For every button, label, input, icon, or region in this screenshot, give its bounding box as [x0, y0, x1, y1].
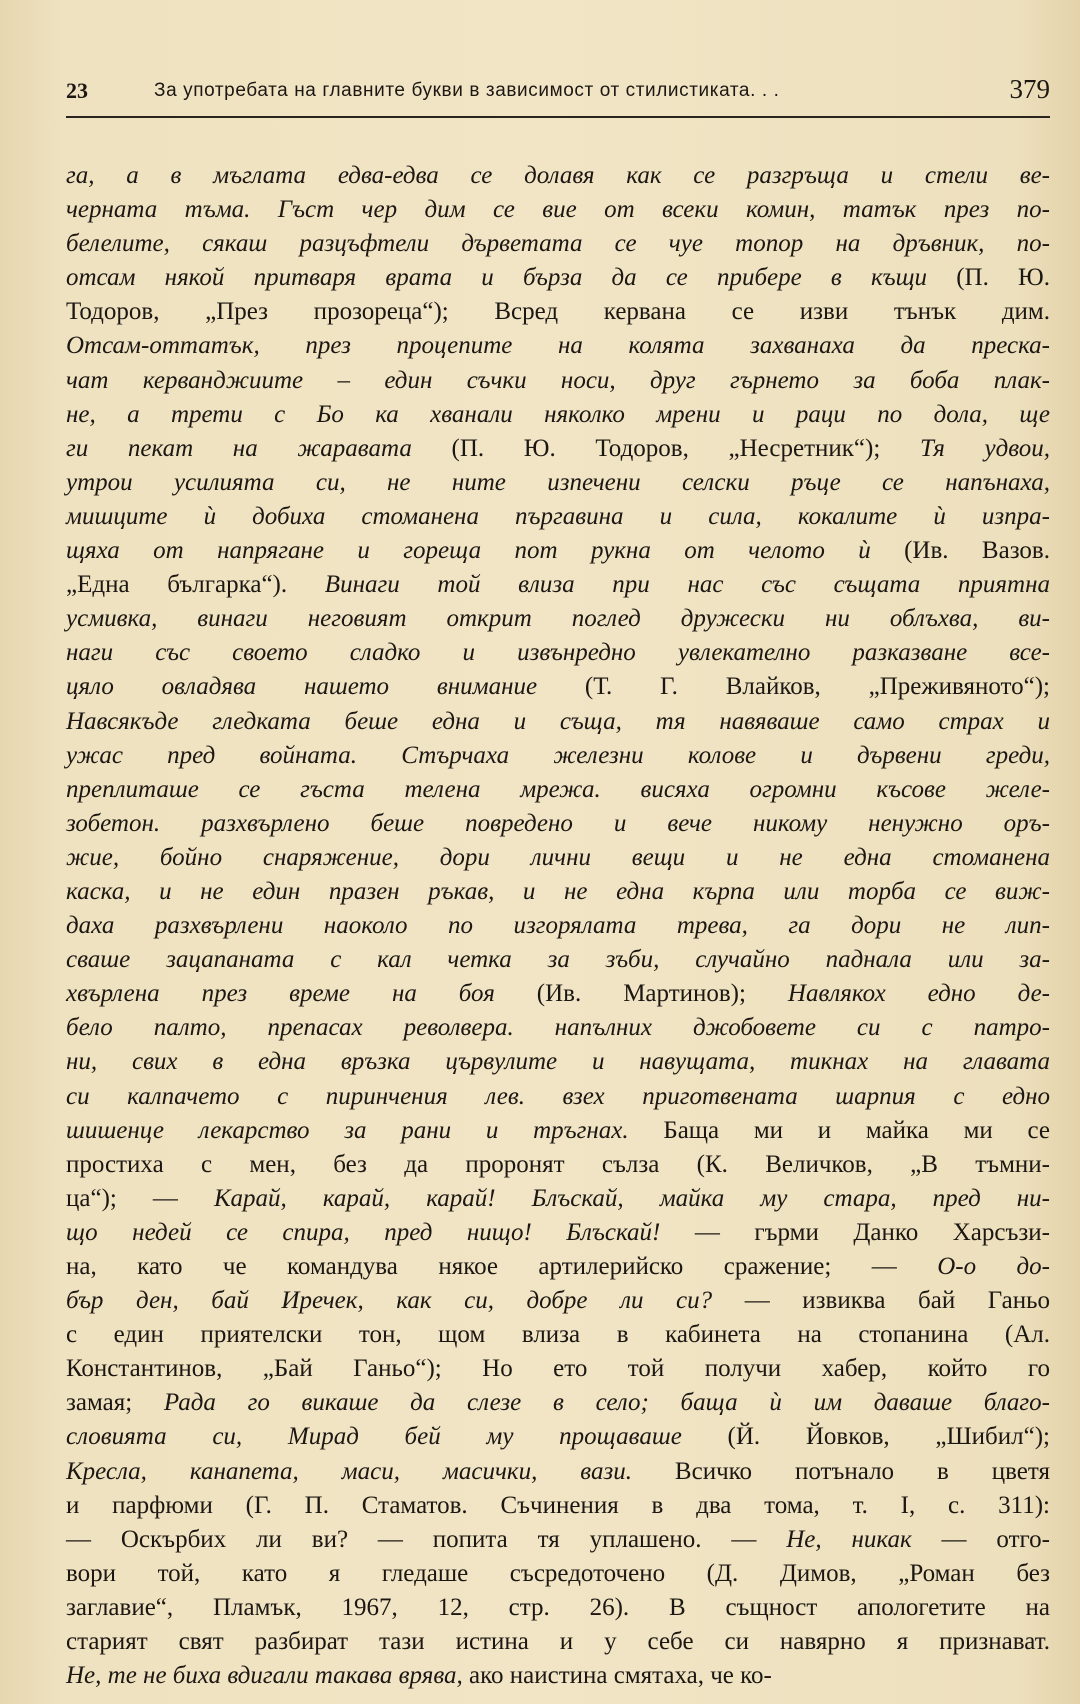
running-title: За употребата на главните букви в зависимост от стилистиката. . .	[154, 80, 780, 101]
text-line	[66, 943, 1050, 977]
text-line	[66, 875, 1050, 909]
plain-text: Баща ми и майка ми се	[628, 1116, 1051, 1144]
plain-text: „Една българка“).	[66, 571, 325, 599]
plain-text: — извиква бай Ганьо	[712, 1287, 1050, 1315]
italic-example-text: Рада го викаше да слезе в село; баща ѝ им даваше благо-	[163, 1389, 1050, 1417]
text-line	[66, 739, 1050, 773]
text-line	[66, 227, 1050, 261]
page-number-left: 23	[66, 78, 88, 103]
text-line	[66, 261, 1050, 295]
italic-example-text: Винаги той влиза при нас със същата приятна	[324, 571, 1050, 599]
italic-example-text: що недей се спира, пред нищо! Блъскай!	[66, 1218, 661, 1246]
italic-example-text: чат керванджиите – един съчки носи, друг гърнето за боба плак-	[66, 366, 1050, 394]
plain-text: (П. Ю. Тодоров, „Несретник“);	[411, 434, 920, 462]
italic-example-text: отсам някой притваря врата и бърза да се прибере в къщи	[66, 264, 928, 292]
italic-example-text: утрои усилията си, не ните изпечени селски ръце се напънаха,	[66, 468, 1050, 496]
italic-example-text: даха разхвърлени наоколо по изгорялата трева, га дори не лип-	[66, 912, 1050, 940]
plain-text: Тодоров, „През прозореца“); Всред керванa се изви тънък дим.	[66, 298, 1050, 326]
plain-text: (Ив. Вазов.	[870, 537, 1050, 565]
italic-example-text: преплиташе се гъста телена мрежа. висяха огромни късове желе-	[66, 775, 1050, 803]
body-text	[66, 159, 1050, 1693]
text-line	[66, 1182, 1050, 1216]
italic-example-text: Тя удвои,	[919, 434, 1051, 462]
text-line	[66, 1045, 1050, 1079]
italic-example-text: бър ден, бай Иречек, как си, добре ли си?	[66, 1287, 713, 1315]
text-line	[66, 1318, 1050, 1352]
text-line	[66, 364, 1050, 398]
text-line	[66, 500, 1050, 534]
plain-text: ца“); —	[66, 1184, 214, 1212]
italic-example-text: Навлякох едно де-	[787, 980, 1051, 1008]
running-header	[66, 74, 1050, 112]
page-number-right: 379	[1009, 74, 1050, 104]
plain-text: (Ив. Мартинов);	[494, 980, 788, 1008]
text-line	[66, 1455, 1050, 1489]
italic-example-text: ужас пред войната. Стърчаха железни колове и дървени греди,	[66, 741, 1050, 769]
plain-text: — гърми Данко Харсъзи-	[660, 1218, 1051, 1246]
plain-text: ако наистина смятаха, че ко-	[462, 1662, 772, 1690]
text-line	[66, 329, 1050, 363]
italic-example-text: жие, бойно снаряжение, дори лични вещи и не една стоманена	[66, 843, 1050, 871]
text-line	[66, 1114, 1050, 1148]
text-line	[66, 1420, 1050, 1454]
text-line	[66, 1352, 1050, 1386]
text-line	[66, 295, 1050, 329]
italic-example-text: сваше зацапаната с кал четка за зъби, случайно паднала или за-	[66, 946, 1050, 974]
italic-example-text: мишците ѝ добиха стоманена пъргавина и сила, кокалите ѝ изпра-	[66, 502, 1050, 530]
text-line	[66, 1080, 1050, 1114]
italic-example-text: не, а трети с Бо ка хванали няколко мрени и раци по дола, ще	[66, 400, 1050, 428]
italic-example-text: цяло овладява нашето внимание	[66, 673, 538, 701]
text-line	[66, 1011, 1050, 1045]
italic-example-text: О-о до-	[937, 1253, 1050, 1280]
italic-example-text: каска, и не един празен ръкав, и не една кърпа или торба се виж-	[66, 877, 1050, 905]
text-line	[66, 193, 1050, 227]
text-line	[66, 1523, 1050, 1557]
italic-example-text: словията си, Мирад бей му прощаваше	[66, 1423, 682, 1451]
italic-example-text: ги пекат на жаравата	[66, 434, 412, 462]
italic-example-text: Навсякъде гледката беше една и съща, тя навяваше само страх и	[66, 707, 1050, 735]
italic-example-text: черната тъма. Гъст чер дим се вие от всеки комин, татък през по-	[66, 196, 1050, 224]
plain-text: — отго-	[911, 1525, 1050, 1553]
italic-example-text: щяха от напрягане и гореща пот рукна от челото ѝ	[66, 537, 871, 565]
italic-example-text: усмивка, винаги неговият открит поглед дружески ни облъхва, ви-	[66, 605, 1050, 633]
text-line	[66, 670, 1050, 704]
text-line	[66, 1284, 1050, 1318]
plain-text: на, като че командува някое артилерийско сражение; —	[66, 1253, 938, 1280]
plain-text: замая;	[66, 1389, 164, 1417]
italic-example-text: Не, никак	[786, 1525, 912, 1553]
text-line	[66, 1386, 1050, 1420]
text-line	[66, 909, 1050, 943]
plain-text: и парфюми (Г. П. Стаматов. Съчинения в два тома, т. I, с. 311):	[66, 1491, 1050, 1519]
text-line	[66, 1591, 1050, 1625]
text-line	[66, 159, 1050, 193]
italic-example-text: Отсам-оттатък, през процепите на колята захванаха да преска-	[66, 332, 1050, 360]
plain-text: Константинов, „Бай Ганьо“); Но ето той получи хабер, който го	[66, 1355, 1050, 1383]
text-line	[66, 705, 1050, 739]
plain-text: (П. Ю.	[927, 264, 1050, 292]
italic-example-text: хвърлена през време на боя	[66, 980, 495, 1008]
italic-example-text: шишенце лекарство за рани и тръгнах.	[66, 1116, 629, 1144]
plain-text: заглавие“, Пламък, 1967, 12, стр. 26). В същност апологетите на	[66, 1593, 1050, 1621]
text-line	[66, 841, 1050, 875]
plain-text: Всичко потънало в цветя	[631, 1457, 1050, 1485]
text-line	[66, 636, 1050, 670]
text-line	[66, 1250, 1050, 1284]
plain-text: (Т. Г. Влайков, „Преживяното“);	[537, 673, 1050, 701]
header-rule	[66, 116, 1050, 118]
text-line	[66, 466, 1050, 500]
text-line	[66, 398, 1050, 432]
italic-example-text: Не, те не биха вдигали такава врява,	[66, 1662, 463, 1690]
text-line	[66, 534, 1050, 568]
text-line	[66, 568, 1050, 602]
plain-text: (Й. Йовков, „Шибил“);	[681, 1423, 1050, 1451]
text-line	[66, 1148, 1050, 1182]
text-line	[66, 432, 1050, 466]
text-line	[66, 602, 1050, 636]
italic-example-text: ни, свих в една връзка цървулите и навущата, тикнах на главата	[66, 1048, 1050, 1076]
italic-example-text: наги със своето сладко и извънредно увлекателно разказване все-	[66, 639, 1050, 667]
plain-text: с един приятелски тон, щом влиза в кабинета на стопанина (Ал.	[66, 1321, 1050, 1349]
plain-text: вори той, като я гледаше съсредоточено (Д. Димов, „Роман без	[66, 1559, 1050, 1587]
italic-example-text: Кресла, канапета, маси, масички, вази.	[66, 1457, 632, 1485]
text-line	[66, 807, 1050, 841]
plain-text: — Оскърбих ли ви? — попита тя уплашено. —	[66, 1525, 787, 1553]
italic-example-text: га, а в мъглата едва-едва се долавя как се разгръща и стели ве-	[66, 162, 1050, 189]
italic-example-text: зобетон. разхвърлено беше повредено и вече никому ненужно оръ-	[66, 809, 1050, 837]
text-line	[66, 773, 1050, 807]
text-line	[66, 977, 1050, 1011]
italic-example-text: бело палто, препасах револвера. напълних джобовете си с патро-	[66, 1014, 1050, 1042]
plain-text: старият свят разбират тази истина и у себе си навярно я признават.	[66, 1628, 1050, 1656]
italic-example-text: си калпачето с пиринчения лев. взех приготвената шарпия с едно	[66, 1082, 1050, 1110]
text-line	[66, 1216, 1050, 1250]
text-line	[66, 1659, 1050, 1693]
text-line	[66, 1489, 1050, 1523]
plain-text: простиха с мен, без да проронят сълза (К. Величков, „В тъмни-	[66, 1150, 1050, 1178]
text-line	[66, 1625, 1050, 1659]
text-line	[66, 1557, 1050, 1591]
italic-example-text: Карай, карай, карай! Блъскай, майка му стара, пред ни-	[213, 1184, 1051, 1212]
italic-example-text: белелите, сякаш разцъфтели дърветата се чуе топор на дръвник, по-	[66, 230, 1050, 258]
